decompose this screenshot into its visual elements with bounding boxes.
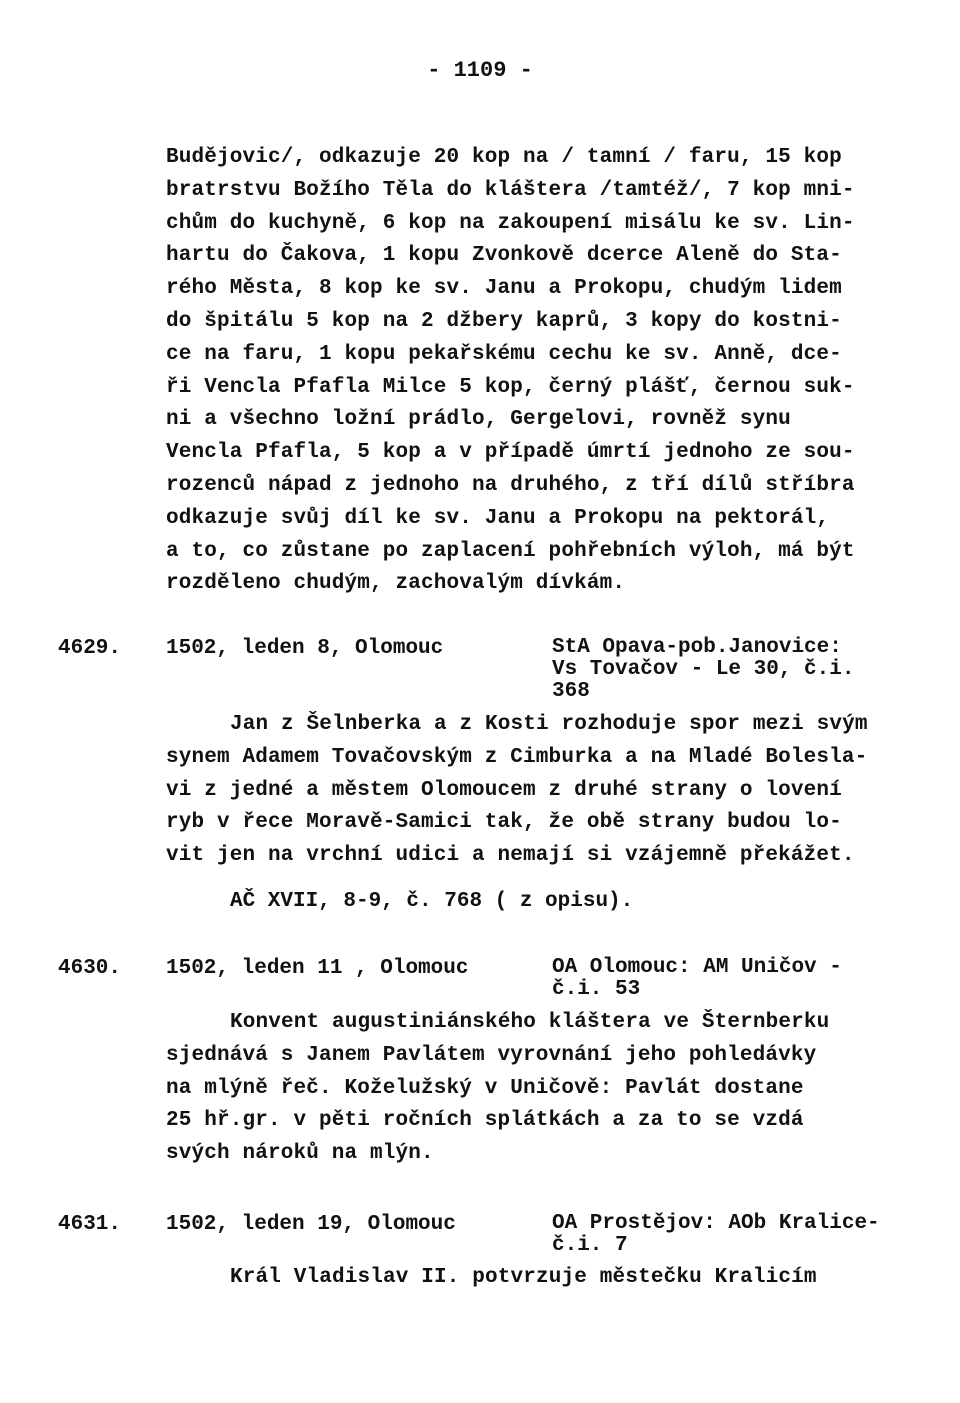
text-line: Vencla Pfafla, 5 kop a v případě úmrtí jednoho ze sou- (166, 441, 855, 465)
source-line: StA Opava-pob.Janovice: (552, 636, 842, 659)
text-line: na mlýně řeč. Koželužský v Uničově: Pavlát dostane (166, 1076, 804, 1100)
text-line: vit jen na vrchní udici a nemají si vzájemně překážet. (166, 844, 855, 868)
text-line: 25 hř.gr. v pěti ročních splátkách a za to se vzdá (166, 1109, 804, 1133)
text-line: ryb v řece Moravě-Samici tak, že obě strany budou lo- (166, 811, 842, 835)
entry-citation: AČ XVII, 8-9, č. 768 ( z opisu). (230, 890, 634, 913)
text-line: ni a všechno ložní prádlo, Gergelovi, rovněž synu (166, 408, 791, 432)
source-line: 368 (552, 680, 590, 703)
entry-source (552, 957, 842, 1001)
text-line: ři Vencla Pfafla Milce 5 kop, černý plášť, černou suk- (166, 375, 855, 399)
intro-paragraph (166, 142, 855, 601)
text-line: Jan z Šelnberka a z Kosti rozhoduje spor mezi svým (230, 713, 868, 736)
entry-text (166, 1007, 829, 1171)
text-line: Konvent augustiniánského kláštera ve Šternberku (230, 1011, 830, 1034)
text-line: Král Vladislav II. potvrzuje městečku Kralicím (230, 1266, 817, 1289)
text-line: synem Adamem Tovačovským z Cimburka a na Mladé Bolesla- (166, 745, 868, 769)
entry-date: 1502, leden 19, Olomouc (166, 1213, 456, 1236)
entry-number: 4629. (58, 637, 122, 660)
text-line: Budějovic/, odkazuje 20 kop na / tamní / faru, 15 kop (166, 146, 842, 169)
entry-number: 4631. (58, 1213, 122, 1236)
text-line: chům do kuchyně, 6 kop na zakoupení misálu ke sv. Lin- (166, 211, 855, 235)
entry-date: 1502, leden 11 , Olomouc (166, 957, 469, 980)
text-line: bratrstvu Božího Těla do kláštera /tamtéž/, 7 kop mni- (166, 178, 855, 202)
source-line: č.i. 53 (552, 978, 641, 1001)
entry-source (552, 1213, 880, 1257)
entry-source (552, 637, 854, 703)
text-line: hartu do Čakova, 1 kopu Zvonkově dcerce Aleně do Sta- (166, 244, 842, 268)
text-line: ce na faru, 1 kopu pekařskému cechu ke sv. Anně, dce- (166, 342, 842, 366)
text-line: svých nároků na mlýn. (166, 1142, 434, 1166)
source-line: č.i. 7 (552, 1234, 628, 1257)
source-line: OA Olomouc: AM Uničov - (552, 956, 842, 979)
text-line: a to, co zůstane po zaplacení pohřebních výloh, má být (166, 539, 855, 563)
text-line: sjednává s Janem Pavlátem vyrovnání jeho pohledávky (166, 1043, 817, 1067)
source-line: Vs Tovačov - Le 30, č.i. (552, 658, 855, 681)
text-line: rozděleno chudým, zachovalým dívkám. (166, 572, 626, 596)
source-line: OA Prostějov: AOb Kralice- (552, 1212, 880, 1235)
entry-date: 1502, leden 8, Olomouc (166, 637, 444, 660)
text-line: vi z jedné a městem Olomoucem z druhé strany o lovení (166, 778, 842, 802)
entry-number: 4630. (58, 957, 122, 980)
entry-text (166, 709, 868, 873)
text-line: rozenců nápad z jednoho na druhého, z tří dílů stříbra (166, 473, 855, 497)
page-number: - 1109 - (427, 58, 533, 83)
text-line: do špitálu 5 kop na 2 džbery kaprů, 3 kopy do kostni- (166, 309, 842, 333)
text-line: odkazuje svůj díl ke sv. Janu a Prokopu na pektorál, (166, 506, 830, 530)
text-line: rého Města, 8 kop ke sv. Janu a Prokopu, chudým lidem (166, 277, 842, 301)
entry-text (166, 1262, 817, 1295)
